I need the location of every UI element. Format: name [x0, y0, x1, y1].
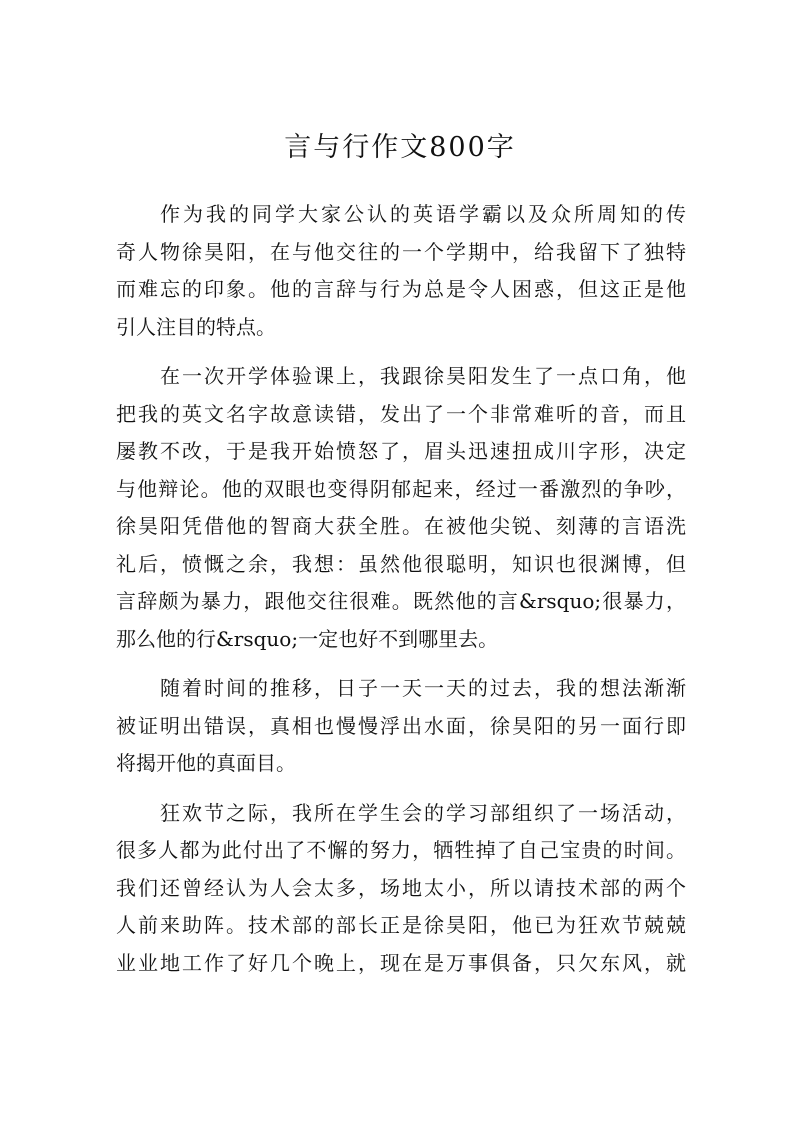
- text-line: 我们还曾经认为人会太多，场地太小，所以请技术部的两个: [116, 875, 686, 900]
- text-line: 那么他的行&rsquo;一定也好不到哪里去。: [116, 626, 499, 651]
- text-line: 屡教不改，于是我开始愤怒了，眉头迅速扭成川字形，决定: [116, 439, 686, 463]
- paragraph-4: [116, 795, 686, 983]
- text-line: 引人注目的特点。: [116, 314, 276, 339]
- text-line: 而难忘的印象。他的言辞与行为总是令人困惑，但这正是他: [116, 277, 686, 301]
- text-line: 徐昊阳凭借他的智商大获全胜。在被他尖锐、刻薄的言语洗: [116, 514, 686, 538]
- paragraph-2: [116, 358, 686, 658]
- text-line: 作为我的同学大家公认的英语学霸以及众所周知的传: [160, 202, 686, 226]
- document-body: [116, 196, 686, 994]
- text-line: 在一次开学体验课上，我跟徐昊阳发生了一点口角，他: [160, 364, 686, 388]
- text-line: 人前来助阵。技术部的部长正是徐昊阳，他已为狂欢节兢兢: [116, 913, 686, 937]
- text-line: 狂欢节之际，我所在学生会的学习部组织了一场活动，: [160, 800, 686, 825]
- text-line: 将揭开他的真面目。: [116, 751, 296, 775]
- text-line: 业业地工作了好几个晚上，现在是万事俱备，只欠东风，就: [116, 950, 686, 975]
- text-line: 言辞颇为暴力，跟他交往很难。既然他的言&rsquo;很暴力，: [116, 589, 686, 613]
- text-line: 很多人都为此付出了不懈的努力，牺牲掉了自己宝贵的时间。: [116, 838, 686, 862]
- text-line: 把我的英文名字故意读错，发出了一个非常难听的音，而且: [116, 401, 686, 426]
- text-line: 被证明出错误，真相也慢慢浮出水面，徐昊阳的另一面行即: [116, 713, 686, 738]
- text-line: 与他辩论。他的双眼也变得阴郁起来，经过一番激烈的争吵，: [116, 476, 686, 501]
- text-line: 礼后，愤慨之余，我想：虽然他很聪明，知识也很渊博，但: [116, 551, 686, 576]
- text-line: 奇人物徐昊阳，在与他交往的一个学期中，给我留下了独特: [116, 239, 686, 264]
- text-line: 随着时间的推移，日子一天一天的过去，我的想法渐渐: [160, 676, 686, 700]
- document-title: 言与行作文800字: [284, 132, 516, 163]
- paragraph-1: [116, 196, 686, 346]
- paragraph-3: [116, 670, 686, 783]
